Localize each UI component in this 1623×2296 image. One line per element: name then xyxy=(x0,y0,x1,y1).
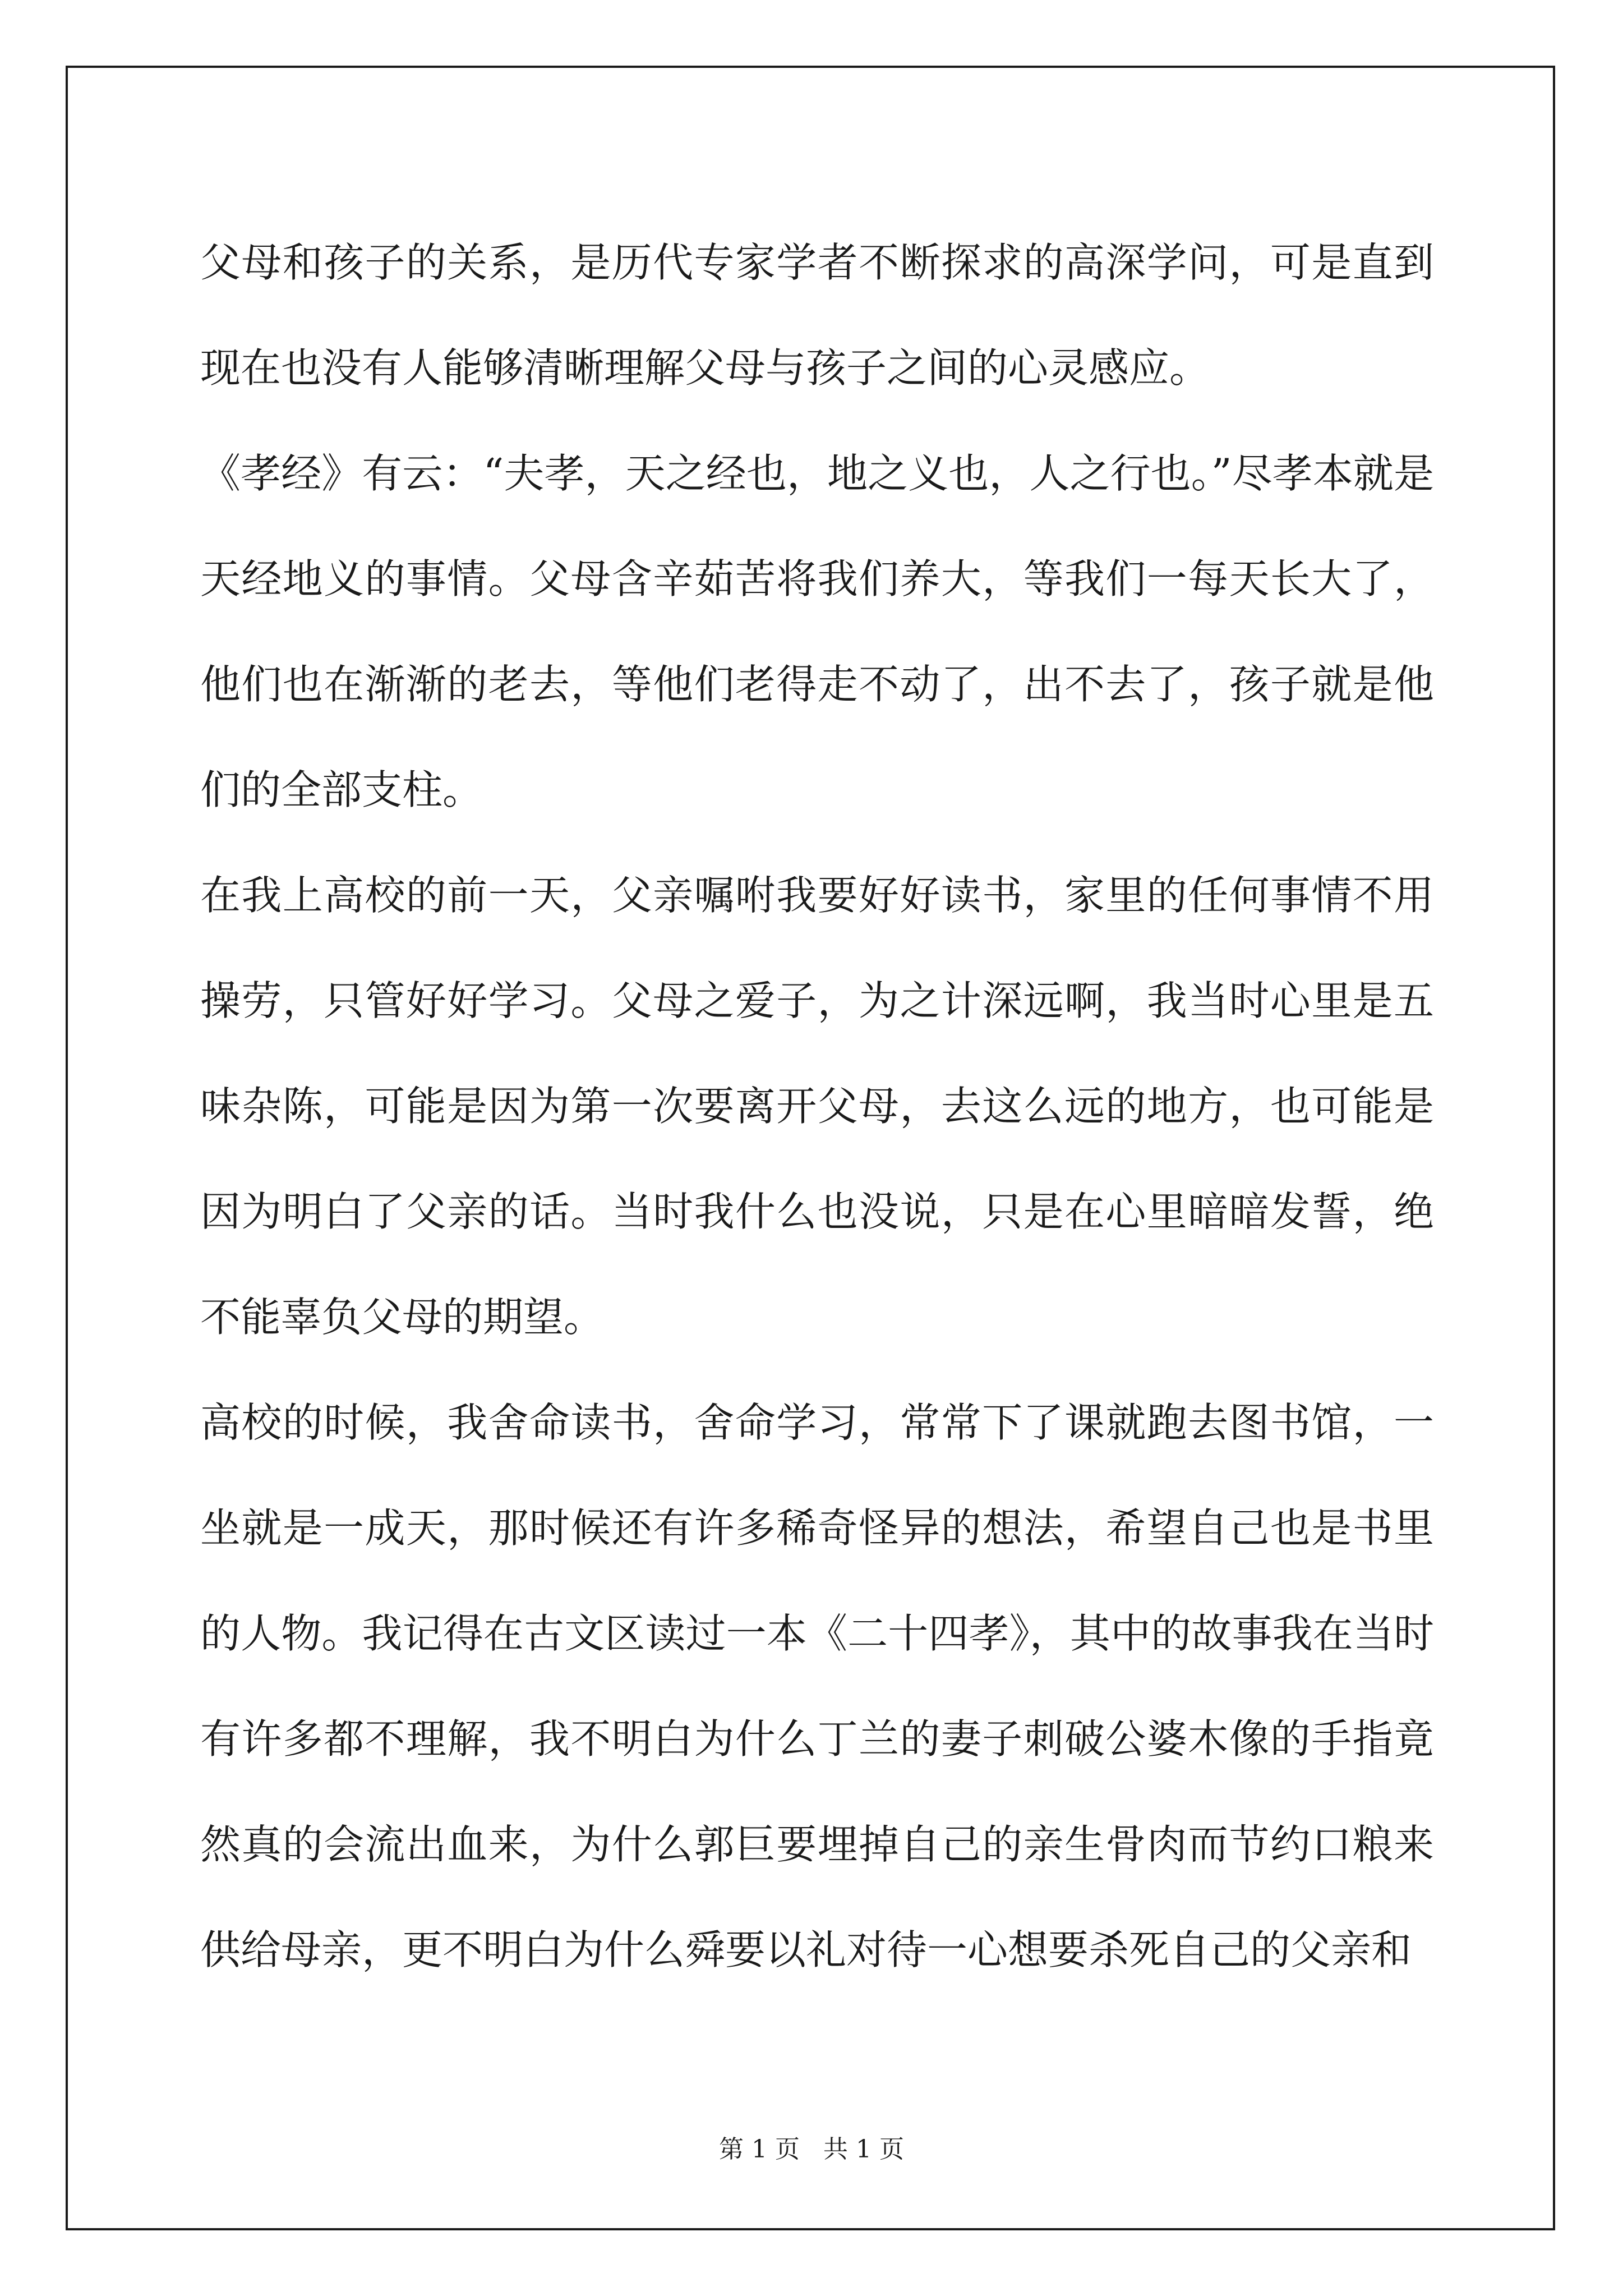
paragraph-1: 父母和孩子的关系，是历代专家学者不断探求的高深学问，可是直到现在也没有人能够清晰理解父母与孩子之间的心灵感应。 xyxy=(200,239,1434,392)
page-footer: 第 1 页 共 1 页 xyxy=(719,2135,904,2164)
paragraph-3: 在我上高校的前一天，父亲嘱咐我要好好读书，家里的任何事情不用操劳，只管好好学习。父母之爱子，为之计深远啊，我当时心里是五味杂陈，可能是因为第一次要离开父母，去这么远的地方，也可能是因为明白了父亲的话。当时我什么也没说，只是在心里暗暗发誓，绝不能辜负父母的期望。 xyxy=(200,872,1434,1341)
paragraph-4: 高校的时候，我舍命读书，舍命学习，常常下了课就跑去图书馆，一坐就是一成天，那时候还有许多稀奇怪异的想法，希望自己也是书里的人物。我记得在古文区读过一本《二十四孝》，其中的故事我在当时有许多都不理解，我不明白为什么丁兰的妻子刺破公婆木像的手指竟然真的会流出血来，为什么郭巨要埋掉自己的亲生骨肉而节约口粮来供给母亲，更不明白为什么舜要以礼对待一心想要杀死自己的父亲和 xyxy=(200,1399,1434,1973)
document-body xyxy=(200,210,1434,2003)
paragraph-2: 《孝经》有云：“夫孝，天之经也，地之义也，人之行也。”尽孝本就是天经地义的事情。父母含辛茹苦将我们养大，等我们一每天长大了，他们也在渐渐的老去，等他们老得走不动了，出不去了，孩子就是他们的全部支柱。 xyxy=(200,450,1434,813)
